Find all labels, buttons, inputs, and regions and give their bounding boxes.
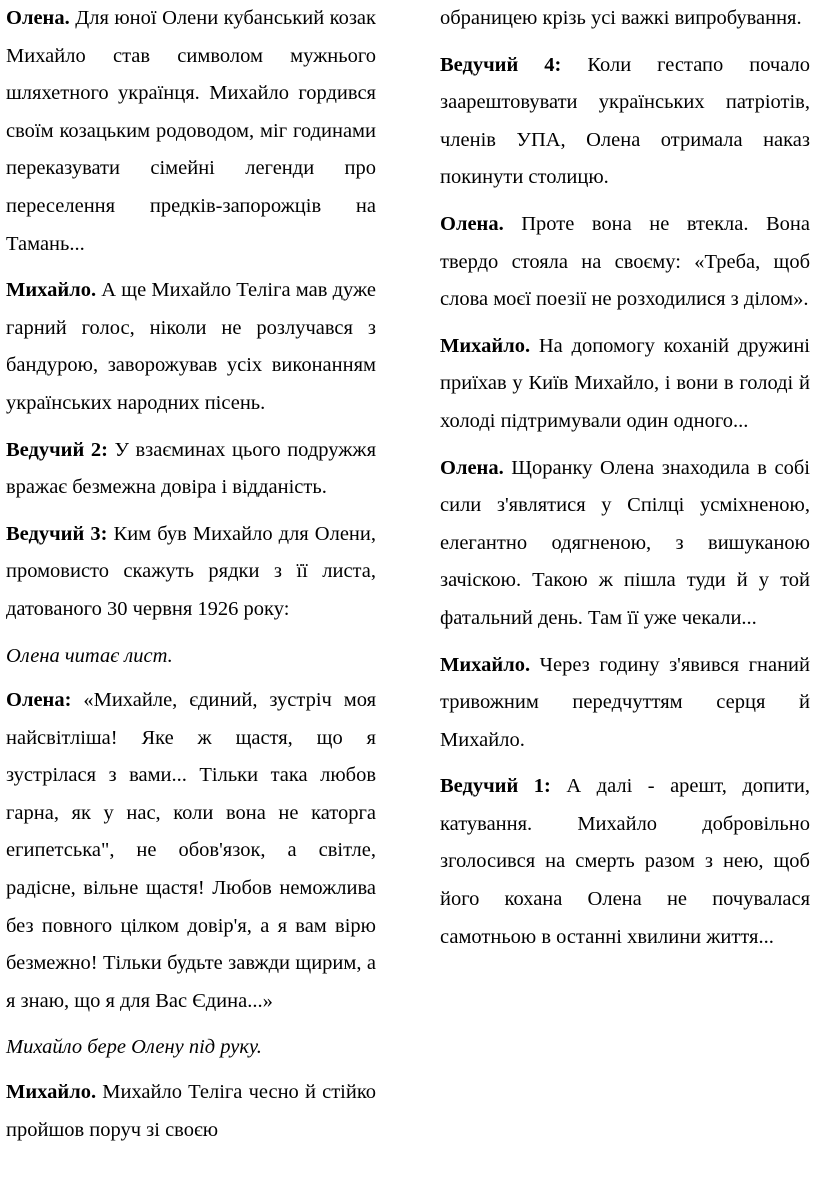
paragraph-text: А далі - арешт, допити, катування. Михайло добровільно зголосився на смерть разом з нею, щоб його кохана Олена не почувалася самотньою в останні хвилини життя... bbox=[440, 775, 811, 948]
speaker-label: Михайло. bbox=[440, 653, 531, 676]
speaker-label: Ведучий 3: bbox=[6, 522, 108, 545]
paragraph-mykhailo-3 bbox=[440, 328, 810, 441]
paragraph-text: А ще Михайло Теліга мав дуже гарний голос, ніколи не розлучався з бандурою, заворожував усіх виконанням українських народних пісень. bbox=[6, 279, 376, 414]
stage-direction-letter: Олена читає лист. bbox=[6, 644, 173, 667]
speaker-label: Олена. bbox=[6, 7, 70, 29]
right-column bbox=[440, 0, 810, 965]
speaker-label: Олена. bbox=[440, 212, 504, 235]
paragraph-olena-1 bbox=[6, 0, 376, 263]
paragraph-mykhailo-2 bbox=[6, 1074, 376, 1149]
paragraph-olena-2 bbox=[440, 206, 810, 319]
paragraph-text: Через годину з'явився гнаний тривожним передчуттям серця й Михайло. bbox=[440, 653, 810, 751]
speaker-label: Ведучий 1: bbox=[440, 775, 551, 798]
paragraph-olena-letter bbox=[6, 682, 376, 1020]
stage-direction-arm: Михайло бере Олену під руку. bbox=[6, 1036, 262, 1059]
paragraph-continuation: обраницею крізь усі важкі випробування. bbox=[440, 7, 802, 29]
paragraph-text: Проте вона не втекла. Вона твердо стояла на своєму: «Треба, щоб слова моєї поезії не розходилися з ділом». bbox=[440, 212, 810, 311]
paragraph-text: Щоранку Олена знаходила в собі сили з'являтися у Спілці усміхненою, елегантно одягненою, з вишуканою зачіскою. Такою ж пішла туди й у той фатальний день. Там її уже чекали... bbox=[440, 456, 810, 629]
paragraph-text: «Михайле, єдиний, зустріч моя найсвітліша! Яке ж щастя, що я зустрілася з вами... Тільки така любов гарна, як у нас, коли вона не каторга египетська", не обов'язок, а світле, радісне, вільне щастя! Любов неможлива без повного цілком довір'я, а я вам вірю безмежно! Тільки будьте завжди щирим, а я знаю, що я для Вас Єдина...» bbox=[6, 689, 376, 1012]
speaker-label: Михайло. bbox=[440, 334, 531, 357]
speaker-label: Михайло. bbox=[6, 1081, 97, 1104]
speaker-label: Олена: bbox=[6, 689, 72, 712]
paragraph-text: Коли гестапо почало заарештовувати українських патріотів, членів УПА, Олена отримала наказ покинути столицю. bbox=[440, 53, 811, 189]
left-column bbox=[6, 0, 376, 1158]
speaker-label: Олена. bbox=[440, 456, 504, 479]
paragraph-text: Для юної Олени кубанський козак Михайло став символом мужнього шляхетного українця. Михайло гордився своїм козацьким родоводом, міг годинами переказувати сімейні легенди про переселення предків-запорожців на Тамань... bbox=[6, 7, 376, 255]
paragraph-olena-3 bbox=[440, 450, 810, 638]
speaker-label: Михайло. bbox=[6, 279, 97, 302]
paragraph-mykhailo-4 bbox=[440, 647, 810, 760]
speaker-label: Ведучий 2: bbox=[6, 438, 108, 461]
paragraph-host-2 bbox=[6, 432, 376, 507]
paragraph-text: Михайло Теліга чесно й стійко пройшов поруч зі своєю bbox=[6, 1081, 376, 1141]
paragraph-host-4 bbox=[440, 47, 810, 197]
paragraph-host-3 bbox=[6, 516, 376, 629]
speaker-label: Ведучий 4: bbox=[440, 53, 562, 76]
paragraph-text: На допомогу коханій дружині приїхав у Київ Михайло, і вони в голоді й холоді підтримували один одного... bbox=[440, 334, 810, 432]
paragraph-text: Ким був Михайло для Олени, промовисто скажуть рядки з її листа, датованого 30 червня 1926 року: bbox=[6, 522, 376, 620]
paragraph-text: У взаєминах цього подружжя вражає безмежна довіра і відданість. bbox=[6, 438, 376, 499]
paragraph-host-1 bbox=[440, 768, 810, 956]
paragraph-mykhailo-1 bbox=[6, 272, 376, 422]
